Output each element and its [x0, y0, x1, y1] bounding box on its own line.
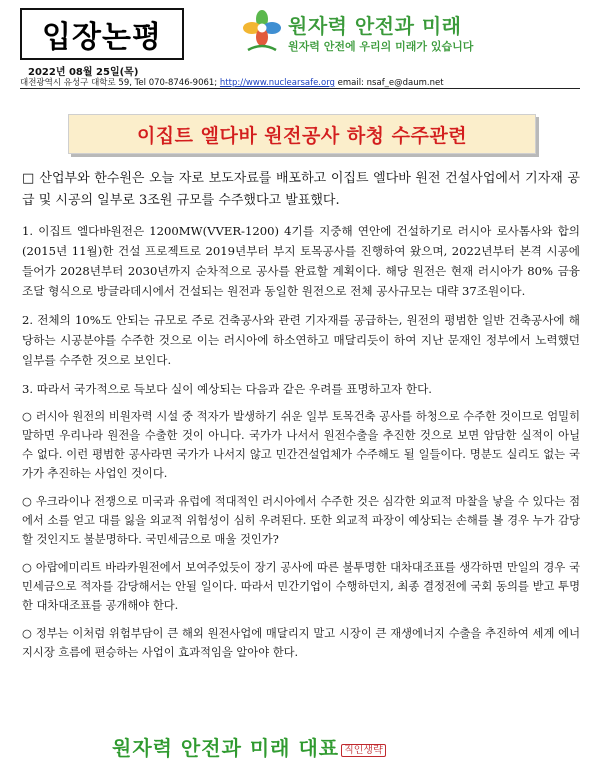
- contact-line: [20, 76, 580, 88]
- section-paragraph: 2. 전체의 10%도 안되는 규모로 주로 건축공사와 관련 기자재를 공급하는, 원전의 평범한 일반 건축공사에 해당하는 시공분야를 수주한 것으로 이는 러시아에 하소연하고 매달리듯이 하여 지난 문재인 정부에서 노력했던 일부를 수주한 것으로 보인다.: [22, 313, 580, 367]
- flower-logo-icon: [242, 8, 282, 56]
- document-date: 2022년 08월 25일(목): [28, 67, 139, 78]
- concern-item: ○ 우크라이나 전쟁으로 미국과 유럽에 적대적인 러시아에서 수주한 것은 심각한 외교적 마찰을 낳을 수 있다는 점에서 소를 얻고 대를 잃을 외교적 위험성이 심히 우려된다. 또한 외교적 파장이 예상되는 손해를 볼 경우 누가 감당할 것인지도 불분명하다. 국민세금으로 매울 것인가?: [22, 495, 580, 546]
- section-paragraph: 1. 이집트 엘다바원전은 1200MW(VVER-1200) 4기를 지중해 연안에 건설하기로 러시아 로사톰사와 합의(2015년 11월)한 건설 프로젝트로 2019년부터 부지 토목공사를 진행하여 왔으며, 2022년부터 본격 시공에 들어가 2028년부터 2030년까지 순차적으로 공사를 완료할 계획이다. 해당 원전은 현재 러시아가 80% 금융조달 형식으로 방글라데시에서 건설되는 원전과 동일한 원전으로 전체 공사규모는 대략 37조원이다.: [22, 224, 580, 298]
- signature-text: 원자력 안전과 미래 대표: [112, 736, 340, 760]
- signature-block: [112, 732, 532, 761]
- seal-omitted-label: 직인생략: [341, 744, 386, 757]
- concern-item: ○ 정부는 이처럼 위험부담이 큰 해외 원전사업에 매달리지 말고 시장이 큰 재생에너지 수출을 추진하여 세계 에너지시장 흐름에 편승하는 사업이 효과적임을 알아야 한다.: [22, 627, 580, 659]
- document-body: [22, 168, 580, 671]
- email-text: email: nsaf_e@daum.net: [337, 78, 444, 88]
- concern-item: ○ 아랍에미리트 바라카원전에서 보여주었듯이 장기 공사에 따른 불투명한 대차대조표를 생각하면 만일의 경우 국민세금으로 적자를 감당해서는 안될 일이다. 따라서 민간기업이 수행하던지, 최종 결정전에 국회 동의를 받고 투명한 대차대조표를 공개해야 한다.: [22, 561, 580, 612]
- website-link[interactable]: http://www.nuclearsafe.org: [219, 78, 335, 88]
- document-header: [20, 8, 580, 76]
- lead-paragraph: □ 산업부와 한수원은 오늘 자로 보도자료를 배포하고 이집트 엘다바 원전 건설사업에서 기자재 공급 및 시공의 일부로 3조원 규모를 수주했다고 발표했다.: [22, 171, 580, 208]
- section-paragraph: 3. 따라서 국가적으로 득보다 실이 예상되는 다음과 같은 우려를 표명하고자 한다.: [22, 382, 432, 396]
- organization-name: 원자력 안전과 미래: [288, 14, 462, 38]
- concern-item: ○ 러시아 원전의 비원자력 시설 중 적자가 발생하기 쉬운 일부 토목건축 공사를 하청으로 수주한 것이므로 엄밀히 말하면 우리나라 원전을 수출한 것이 아니다. 국가가 나서서 원전수출을 추진한 것으로 보면 암담한 실적이 아닐 수 없다. 이런 평범한 공사라면 국가가 나서지 않고 민간건설업체가 수주해도 될 일들이다. 명분도 실리도 없는 국가가 추진하는 사업인 것이다.: [22, 410, 580, 480]
- headline: 이집트 엘다바 원전공사 하청 수주관련: [68, 114, 536, 154]
- header-divider: [20, 88, 580, 89]
- address-text: 대전광역시 유성구 대학로 59, Tel 070-8746-9061;: [20, 78, 218, 88]
- organization-slogan: 원자력 안전에 우리의 미래가 있습니다: [288, 40, 474, 53]
- document-type-title: 입장논평: [20, 8, 184, 60]
